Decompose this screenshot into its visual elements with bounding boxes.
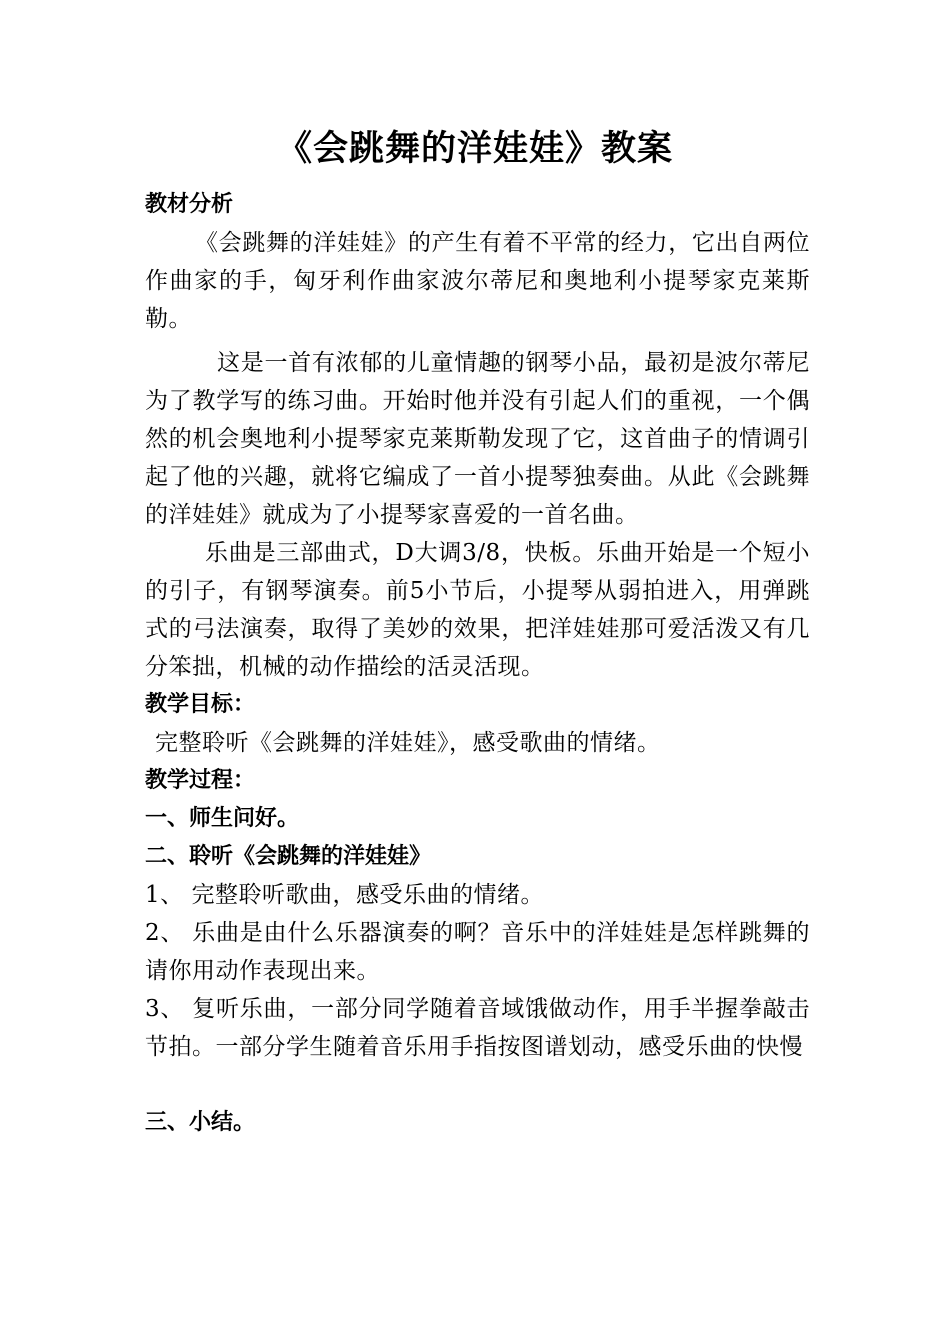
document-body — [145, 186, 810, 1142]
step2-heading: 二、聆听《会跳舞的洋娃娃》 — [145, 844, 432, 869]
list-item-1: 1、 完整聆听歌曲，感受乐曲的情绪。 — [145, 882, 544, 908]
goal-heading: 教学目标： — [145, 692, 256, 717]
goal-text: 完整聆听《会跳舞的洋娃娃》，感受歌曲的情绪。 — [155, 730, 661, 756]
list-item-3: 3、 复听乐曲，一部分同学随着音域饿做动作，用手半握拳敲击节拍。一部分学生随着音乐用手指按图谱划动，感受乐曲的快慢 — [145, 996, 810, 1060]
analysis-paragraph-1: 《会跳舞的洋娃娃》的产生有着不平常的经力，它出自两位作曲家的手，匈牙利作曲家波尔蒂尼和奥地利小提琴家克莱斯勒。 — [145, 230, 810, 332]
step3-heading: 三、小结。 — [145, 1110, 256, 1135]
list-item-2: 2、 乐曲是由什么乐器演奏的啊？音乐中的洋娃娃是怎样跳舞的请你用动作表现出来。 — [145, 920, 810, 984]
step1-heading: 一、师生问好。 — [145, 806, 300, 831]
analysis-paragraph-3: 乐曲是三部曲式，D大调3/8，快板。乐曲开始是一个短小的引子，有钢琴演奏。前5小节后，小提琴从弱拍进入，用弹跳式的弓法演奏，取得了美妙的效果，把洋娃娃那可爱活泼又有几分笨拙，机械的动作描绘的活灵活现。 — [145, 540, 810, 680]
document-title: 《会跳舞的洋娃娃》教案 — [276, 129, 673, 169]
analysis-heading: 教材分析 — [145, 192, 234, 217]
spacer — [145, 1066, 810, 1104]
analysis-paragraph-2: 这是一首有浓郁的儿童情趣的钢琴小品，最初是波尔蒂尼为了教学写的练习曲。开始时他并没有引起人们的重视，一个偶然的机会奥地利小提琴家克莱斯勒发现了它，这首曲子的情调引起了他的兴趣，就将它编成了一首小提琴独奏曲。从此《会跳舞的洋娃娃》就成为了小提琴家喜爱的一首名曲。 — [145, 350, 810, 528]
process-heading: 教学过程： — [145, 768, 256, 793]
